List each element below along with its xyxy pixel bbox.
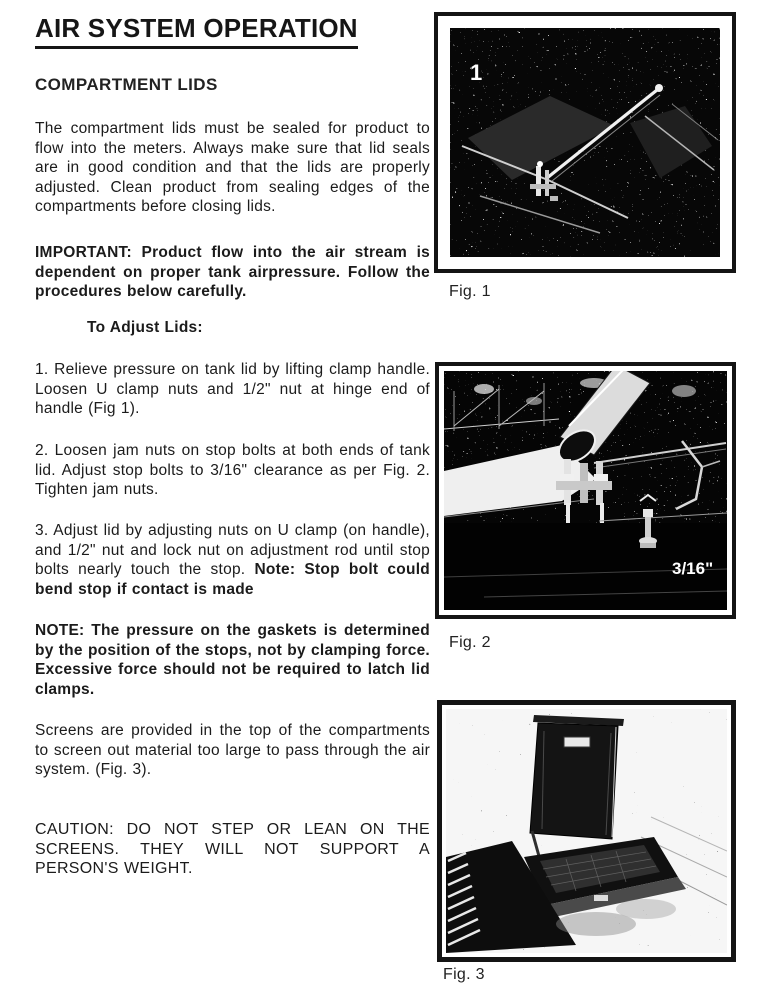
figure-3-caption: Fig. 3	[443, 966, 485, 983]
paragraph-note: NOTE: The pressure on the gaskets is determined by the position of the stops, not by clamping force. Excessive force should not be required to latch lid clamps.	[35, 622, 430, 698]
section-heading-compartment-lids: COMPARTMENT LIDS	[35, 75, 218, 94]
figure-3-frame	[437, 700, 736, 962]
step-3-text: 3. Adjust lid by adjusting nuts on U clamp (on handle), and 1/2" nut and lock nut on adjustment rod until stop bolts nearly touch the stop.	[35, 522, 430, 578]
stop-bolt	[643, 509, 653, 517]
figure-1-photo-label: 1	[470, 60, 483, 85]
step-1: 1. Relieve pressure on tank lid by lifting clamp handle. Loosen U clamp nuts and 1/2" nut at hinge end of handle (Fig 1).	[35, 361, 430, 417]
figure-2-frame	[435, 362, 736, 619]
paragraph-caution: CAUTION: DO NOT STEP OR LEAN ON THE SCREENS. THEY WILL NOT SUPPORT A PERSON'S WEIGHT.	[35, 821, 430, 877]
fig3-photo-art	[446, 709, 727, 953]
paragraph-important: IMPORTANT: Product flow into the air stream is dependent on proper tank airpressure. Follow the procedures below carefully.	[35, 244, 430, 300]
paragraph-intro: The compartment lids must be sealed for product to flow into the meters. Always make sure that lid seals are in good condition and that the lids are properly adjusted. Clean product from sealing edges of the compartments before closing lids.	[35, 120, 430, 215]
step-3-note: Note: Stop bolt could bend stop if contact is made	[35, 561, 431, 598]
figure-2-photo	[444, 371, 727, 610]
figure-3-photo	[446, 709, 727, 953]
figure-1-caption: Fig. 1	[449, 283, 491, 300]
page-title: AIR SYSTEM OPERATION	[35, 13, 358, 49]
subheading-to-adjust-lids: To Adjust Lids:	[87, 319, 203, 336]
figure-2-caption: Fig. 2	[449, 634, 491, 651]
figure-1-frame	[434, 12, 736, 273]
step-2: 2. Loosen jam nuts on stop bolts at both ends of tank lid. Adjust stop bolts to 3/16" clearance as per Fig. 2. Tighten jam nuts.	[35, 442, 430, 498]
fig1-photo-art	[450, 28, 720, 257]
paragraph-screens: Screens are provided in the top of the compartments to screen out material too large to pass through the air system. (Fig. 3).	[35, 722, 430, 778]
figure-2-clearance-label: 3/16"	[672, 559, 714, 578]
figure-1-photo	[450, 28, 720, 257]
step-3	[35, 521, 430, 599]
